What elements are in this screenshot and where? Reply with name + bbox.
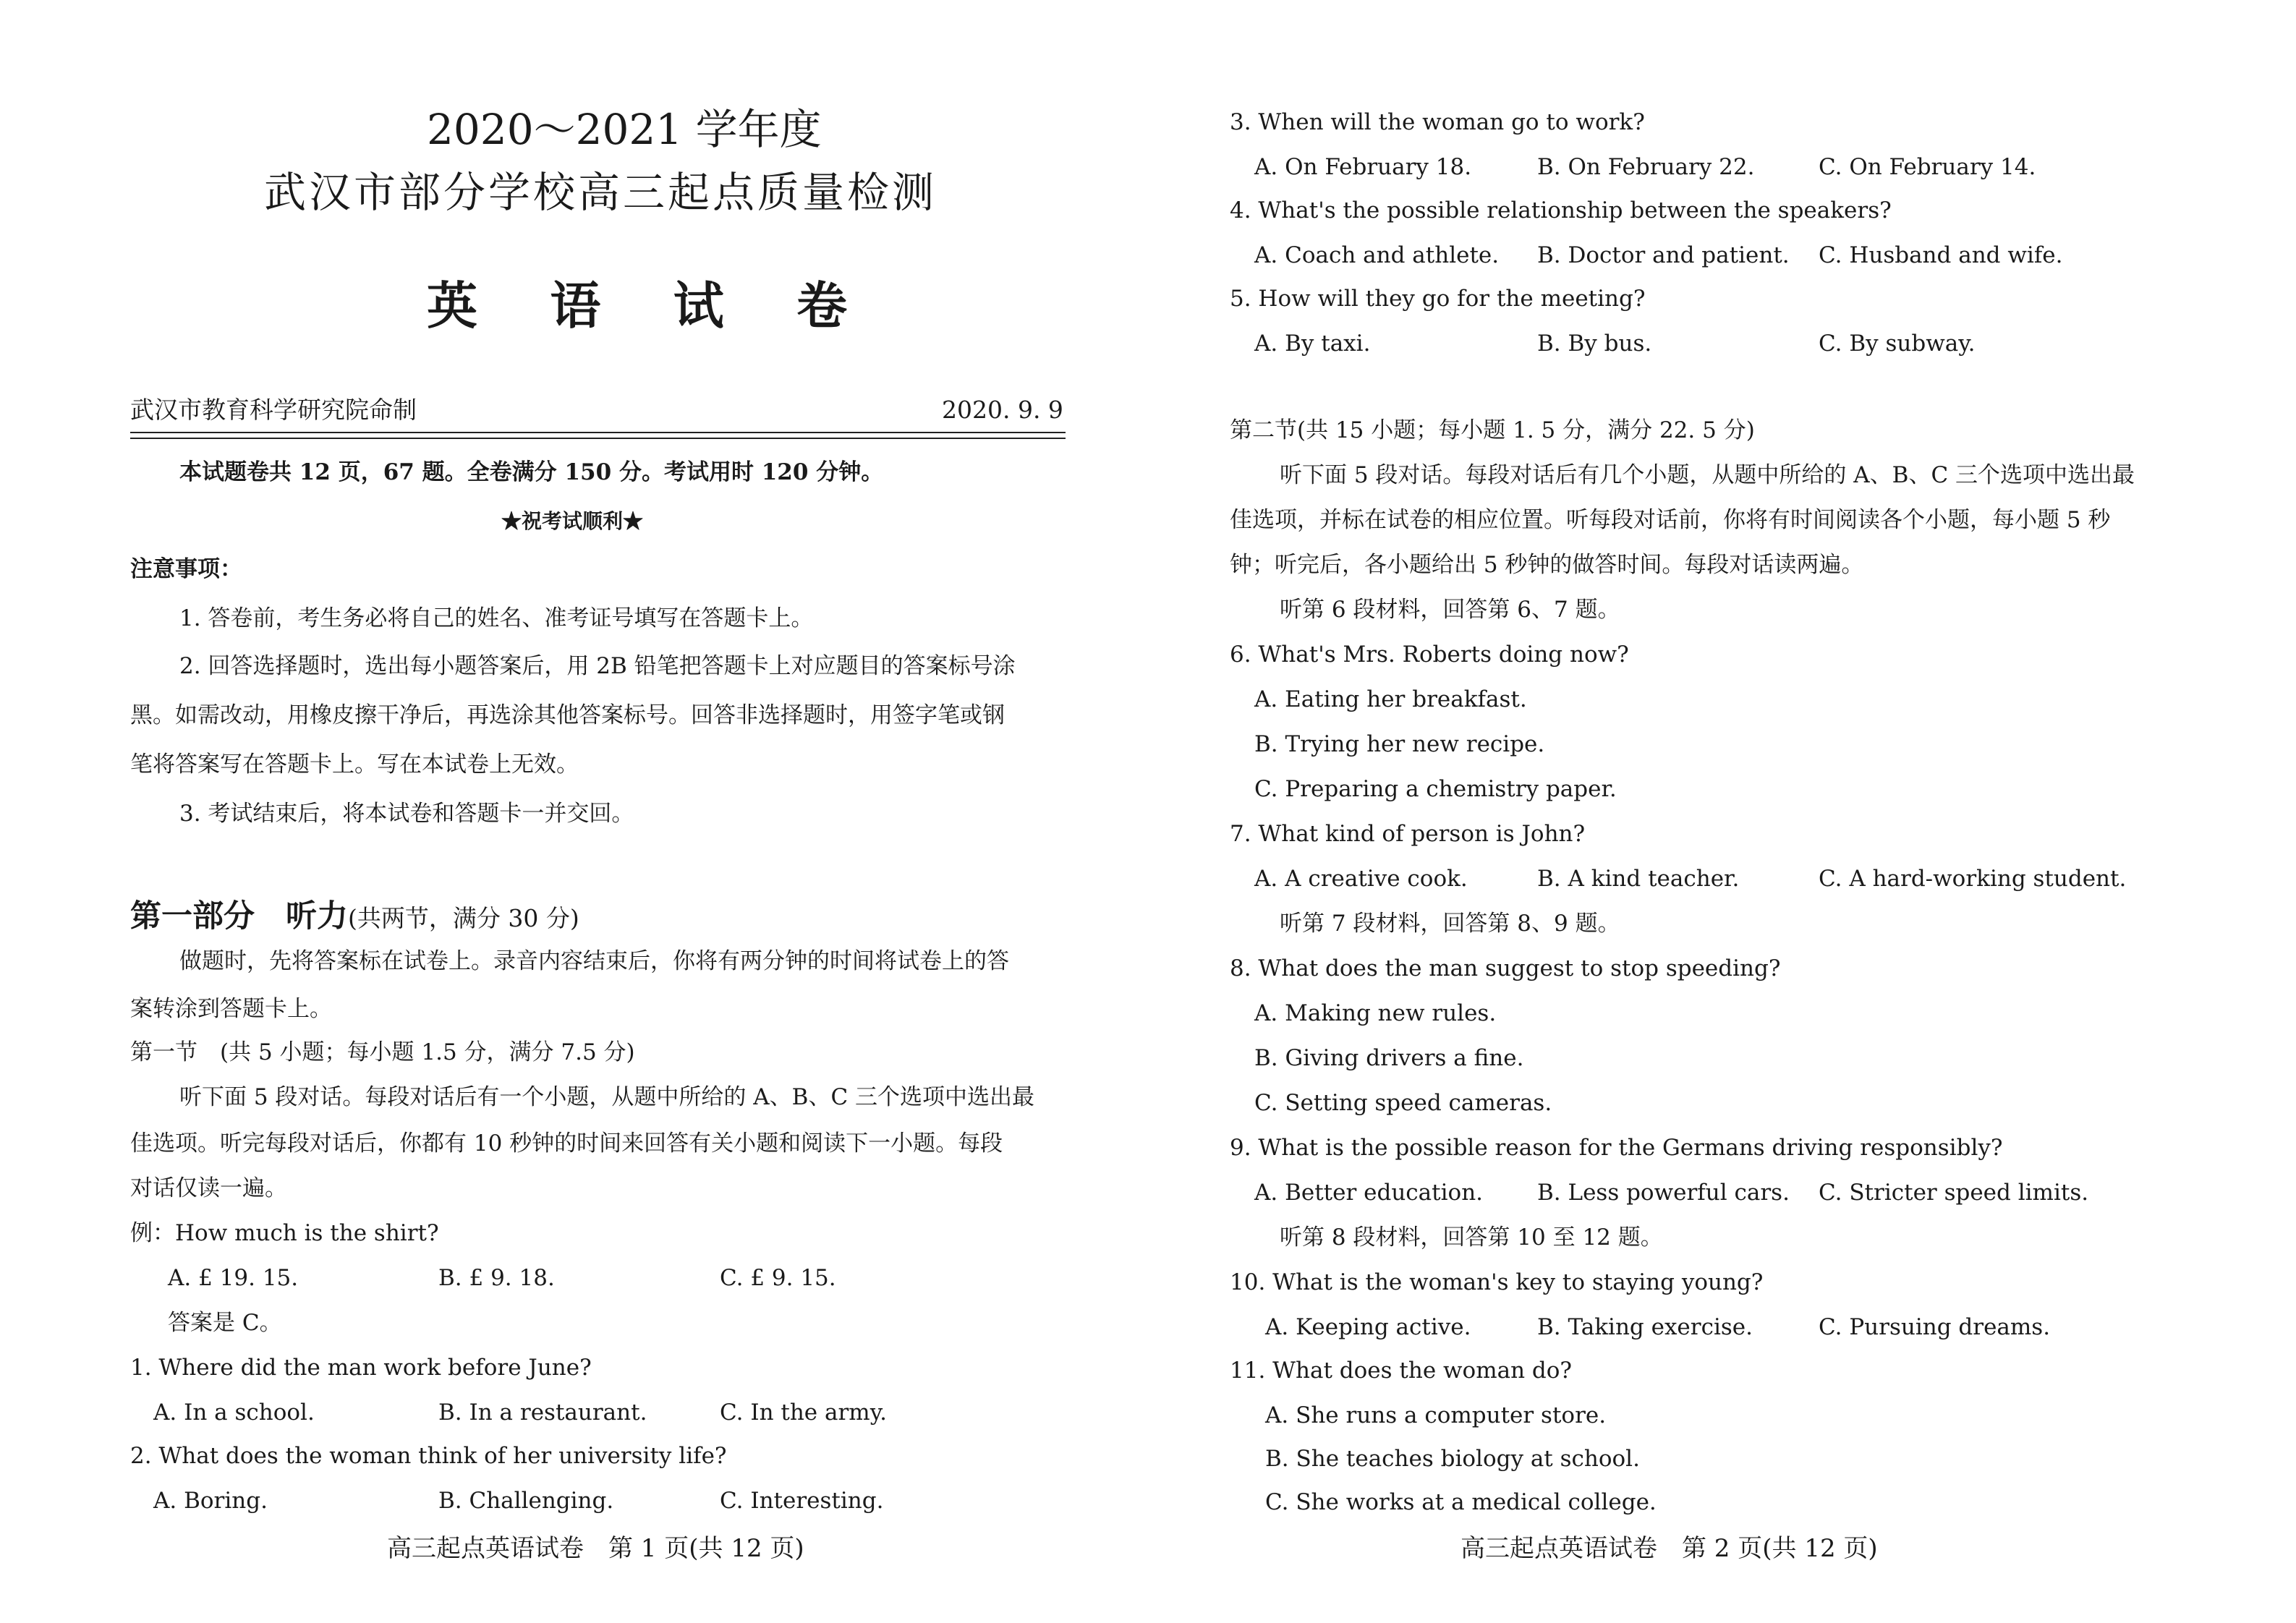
- q7-option-b: B. A kind teacher.: [1537, 866, 1740, 892]
- q4-option-a: A. Coach and athlete.: [1254, 242, 1500, 268]
- q8-option-c: C. Setting speed cameras.: [1254, 1090, 1552, 1116]
- question-6: 6. What's Mrs. Roberts doing now?: [1230, 642, 1629, 668]
- q2-option-c: C. Interesting.: [720, 1488, 884, 1514]
- q10-option-b: B. Taking exercise.: [1537, 1314, 1753, 1340]
- exam-date: 2020. 9. 9: [942, 396, 1063, 424]
- good-luck: ★祝考试顺利★: [501, 509, 644, 533]
- material-6-note: 听第 6 段材料，回答第 6、7 题。: [1280, 597, 1620, 623]
- section1-title: 第一节 (共 5 小题；每小题 1.5 分，满分 7.5 分): [130, 1039, 635, 1065]
- question-7: 7. What kind of person is John?: [1230, 821, 1586, 847]
- q11-option-c: C. She works at a medical college.: [1265, 1489, 1657, 1515]
- q11-option-a: A. She runs a computer store.: [1265, 1402, 1607, 1428]
- exam-title: 武汉市部分学校高三起点质量检测: [264, 168, 937, 217]
- q1-option-a: A. In a school.: [153, 1400, 315, 1426]
- material-8-note: 听第 8 段材料，回答第 10 至 12 题。: [1280, 1224, 1663, 1251]
- question-11: 11. What does the woman do?: [1230, 1358, 1573, 1384]
- q6-option-c: C. Preparing a chemistry paper.: [1254, 776, 1617, 802]
- part1-heading: [130, 898, 579, 934]
- part1-intro: 做题时，先将答案标在试卷上。录音内容结束后，你将有两分钟的时间将试卷上的答: [179, 948, 1009, 974]
- example-option-a: A. £ 19. 15.: [168, 1265, 299, 1291]
- question-10: 10. What is the woman's key to staying young?: [1230, 1269, 1764, 1295]
- q8-option-a: A. Making new rules.: [1254, 1000, 1497, 1026]
- note-line: 黑。如需改动，用橡皮擦干净后，再选涂其他答案标号。回答非选择题时，用签字笔或钢: [130, 702, 1005, 728]
- q5-option-a: A. By taxi.: [1254, 331, 1371, 357]
- q9-option-b: B. Less powerful cars.: [1537, 1180, 1790, 1206]
- q1-option-c: C. In the army.: [720, 1400, 887, 1426]
- question-4: 4. What's the possible relationship between the speakers?: [1230, 197, 1892, 223]
- q10-option-a: A. Keeping active.: [1265, 1314, 1471, 1340]
- section1-instructions: 听下面 5 段对话。每段对话后有一个小题，从题中所给的 A、B、C 三个选项中选出最: [179, 1084, 1035, 1110]
- part1-subtitle: (共两节，满分 30 分): [348, 904, 579, 932]
- note-line: 3. 考试结束后，将本试卷和答题卡一并交回。: [179, 801, 634, 827]
- part1-title: 第一部分 听力: [130, 898, 348, 934]
- q11-option-b: B. She teaches biology at school.: [1265, 1446, 1640, 1472]
- section1-instructions: 对话仅读一遍。: [130, 1175, 287, 1201]
- question-1: 1. Where did the man work before June?: [130, 1355, 592, 1381]
- section2-title: 第二节(共 15 小题；每小题 1. 5 分，满分 22. 5 分): [1230, 417, 1755, 443]
- issuer-label: 武汉市教育科学研究院命制: [130, 396, 417, 424]
- q7-option-a: A. A creative cook.: [1254, 866, 1468, 892]
- section2-instructions: 佳选项，并标在试卷的相应位置。听每段对话前，你将有时间阅读各个小题，每小题 5 秒: [1230, 507, 2111, 533]
- example-answer: 答案是 C。: [168, 1310, 282, 1336]
- header-rule-bottom: [130, 438, 1066, 439]
- exam-info: 本试题卷共 12 页，67 题。全卷满分 150 分。考试用时 120 分钟。: [179, 459, 884, 485]
- page-2: [1148, 0, 2296, 1623]
- example-question: 例：How much is the shirt?: [130, 1220, 439, 1246]
- page-footer: 高三起点英语试卷 第 2 页(共 12 页): [1460, 1534, 1878, 1563]
- q9-option-a: A. Better education.: [1254, 1180, 1484, 1206]
- q7-option-c: C. A hard-working student.: [1819, 866, 2127, 892]
- q6-option-b: B. Trying her new recipe.: [1254, 731, 1545, 757]
- header-rule-top: [130, 432, 1066, 433]
- q4-option-c: C. Husband and wife.: [1819, 242, 2063, 268]
- question-2: 2. What does the woman think of her university life?: [130, 1443, 727, 1469]
- q4-option-b: B. Doctor and patient.: [1537, 242, 1790, 268]
- example-option-b: B. £ 9. 18.: [438, 1265, 555, 1291]
- exam-year: 2020～2021 学年度: [427, 105, 822, 154]
- q2-option-a: A. Boring.: [153, 1488, 268, 1514]
- material-7-note: 听第 7 段材料，回答第 8、9 题。: [1280, 911, 1620, 937]
- question-5: 5. How will they go for the meeting?: [1230, 286, 1646, 312]
- note-line: 2. 回答选择题时，选出每小题答案后，用 2B 铅笔把答题卡上对应题目的答案标号涂: [179, 653, 1016, 679]
- q3-option-c: C. On February 14.: [1819, 154, 2036, 180]
- section2-instructions: 听下面 5 段对话。每段对话后有几个小题，从题中所给的 A、B、C 三个选项中选出最: [1280, 462, 2135, 488]
- section1-instructions: 佳选项。听完每段对话后，你都有 10 秒钟的时间来回答有关小题和阅读下一小题。每段: [130, 1130, 1003, 1156]
- subject-title: 英 语 试 卷: [427, 276, 875, 336]
- q10-option-c: C. Pursuing dreams.: [1819, 1314, 2051, 1340]
- q1-option-b: B. In a restaurant.: [438, 1400, 647, 1426]
- part1-intro: 案转涂到答题卡上。: [130, 996, 332, 1022]
- note-line: 1. 答卷前，考生务必将自己的姓名、准考证号填写在答题卡上。: [179, 605, 814, 631]
- question-9: 9. What is the possible reason for the Germans driving responsibly?: [1230, 1135, 2003, 1161]
- q8-option-b: B. Giving drivers a fine.: [1254, 1045, 1524, 1071]
- q9-option-c: C. Stricter speed limits.: [1819, 1180, 2089, 1206]
- q6-option-a: A. Eating her breakfast.: [1254, 686, 1527, 712]
- q3-option-b: B. On February 22.: [1537, 154, 1755, 180]
- question-3: 3. When will the woman go to work?: [1230, 109, 1645, 135]
- q3-option-a: A. On February 18.: [1254, 154, 1472, 180]
- q5-option-b: B. By bus.: [1537, 331, 1652, 357]
- notes-heading: 注意事项：: [130, 556, 242, 582]
- question-8: 8. What does the man suggest to stop speeding?: [1230, 955, 1781, 981]
- q5-option-c: C. By subway.: [1819, 331, 1976, 357]
- q2-option-b: B. Challenging.: [438, 1488, 614, 1514]
- page-footer: 高三起点英语试卷 第 1 页(共 12 页): [387, 1534, 804, 1563]
- section2-instructions: 钟；听完后，各小题给出 5 秒钟的做答时间。每段对话读两遍。: [1230, 552, 1864, 578]
- example-option-c: C. £ 9. 15.: [720, 1265, 836, 1291]
- note-line: 笔将答案写在答题卡上。写在本试卷上无效。: [130, 751, 579, 778]
